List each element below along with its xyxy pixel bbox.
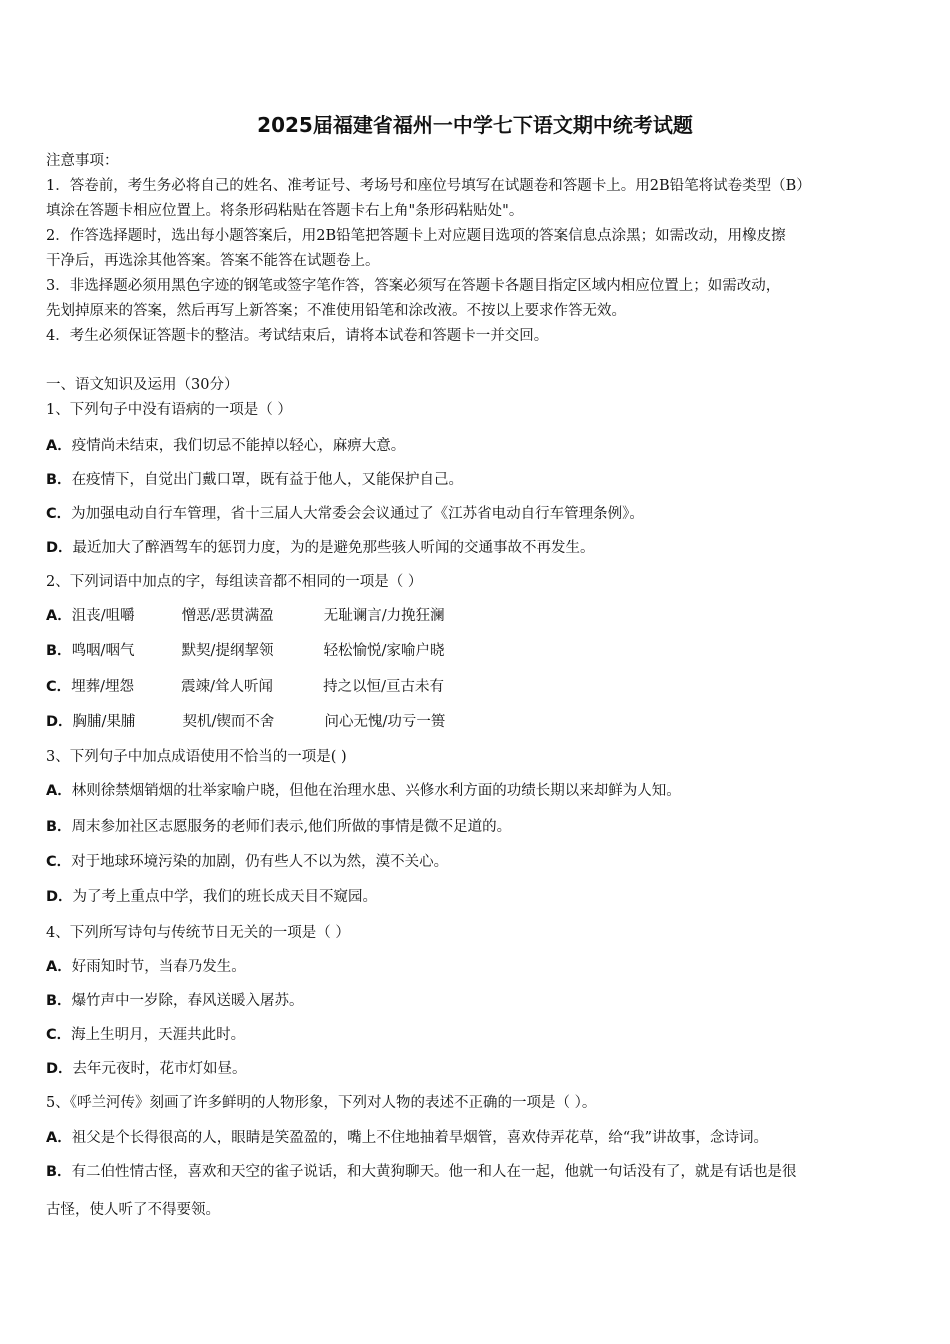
word-group: 持之以恒/亘古未有 [323, 679, 445, 695]
option-letter: B． [46, 1164, 72, 1180]
notes-heading: 注意事项： [46, 153, 119, 169]
option-letter: D． [46, 714, 73, 730]
option-text: 为加强电动自行车管理，省十三届人大常委会会议通过了《江苏省电动自行车管理条例》。 [71, 506, 644, 522]
option-row [46, 781, 916, 801]
option-letter: A． [46, 783, 72, 799]
option-row [46, 1162, 916, 1182]
notes-line: 填涂在答题卡相应位置上。将条形码粘贴在答题卡右上角"条形码粘贴处"。 [46, 203, 524, 219]
option-row [46, 538, 916, 558]
option-row [46, 887, 916, 907]
option-text: 最近加大了醉酒驾车的惩罚力度，为的是避免那些骇人听闻的交通事故不再发生。 [72, 540, 595, 556]
question-stem: 2、下列词语中加点的字，每组读音都不相同的一项是（ ） [46, 574, 423, 590]
option-text: 好雨知时节，当春乃发生。 [71, 959, 246, 975]
option-letter: B． [46, 472, 72, 488]
option-text: 对于地球环境污染的加剧，仍有些人不以为然，漠不关心。 [71, 854, 449, 870]
option-letter: A． [46, 438, 72, 454]
word-group: 问心无愧/功亏一篑 [324, 714, 446, 730]
question-stem: 3、下列句子中加点成语使用不恰当的一项是( ) [46, 749, 347, 765]
section-heading: 一、语文知识及运用（30分） [46, 377, 239, 393]
word-group: 无耻谰言/力挽狂澜 [323, 608, 445, 624]
word-group: 鸣咽/咽气 [71, 643, 135, 659]
option-letter: B． [46, 643, 72, 659]
option-letter: D． [46, 540, 73, 556]
word-group: 沮丧/咀嚼 [71, 608, 135, 624]
notes-line: 先划掉原来的答案，然后再写上新答案；不准使用铅笔和涂改液。不按以上要求作答无效。 [46, 303, 626, 319]
option-letter: A． [46, 1130, 72, 1146]
option-letter: D． [46, 889, 73, 905]
option-text: 林则徐禁烟销烟的壮举家喻户晓，但他在治理水患、兴修水利方面的功绩长期以来却鲜为人知。 [71, 783, 681, 799]
option-row [46, 712, 916, 732]
option-row [46, 504, 916, 524]
option-text: 祖父是个长得很高的人，眼睛是笑盈盈的，嘴上不住地抽着旱烟管，喜欢侍弄花草，给“我”讲故事，念诗词。 [71, 1130, 769, 1146]
option-row [46, 677, 916, 697]
word-group: 震竦/耸人听闻 [181, 679, 274, 695]
option-row [46, 1025, 916, 1045]
exam-title: 2025届福建省福州一中学七下语文期中统考试题 [257, 113, 693, 137]
option-letter: C． [46, 506, 72, 522]
question-stem: 5、《呼兰河传》刻画了许多鲜明的人物形象，下列对人物的表述不正确的一项是（ ）。 [46, 1095, 597, 1111]
question-stem: 4、下列所写诗句与传统节日无关的一项是（ ） [46, 925, 350, 941]
word-group: 埋葬/埋怨 [71, 679, 135, 695]
option-letter: A． [46, 959, 72, 975]
notes-line: 3．非选择题必须用黑色字迹的钢笔或签字笔作答，答案必须写在答题卡各题目指定区域内相应位置上；如需改动， [46, 278, 781, 294]
option-letter: C． [46, 1027, 72, 1043]
option-text: 有二伯性情古怪，喜欢和天空的雀子说话，和大黄狗聊天。他一和人在一起，他就一句话没有了，就是有话也是很 [71, 1164, 797, 1180]
option-row [46, 641, 916, 661]
word-group: 默契/提纲挈领 [181, 643, 274, 659]
option-text: 爆竹声中一岁除，春风送暖入屠苏。 [71, 993, 304, 1009]
option-row [46, 1059, 916, 1079]
word-group: 轻松愉悦/家喻户晓 [323, 643, 445, 659]
option-text: 疫情尚未结束，我们切忌不能掉以轻心，麻痹大意。 [71, 438, 406, 454]
option-text: 周末参加社区志愿服务的老师们表示,他们所做的事情是微不足道的。 [71, 819, 512, 835]
option-row [46, 991, 916, 1011]
option-text: 去年元夜时，花市灯如昼。 [72, 1061, 247, 1077]
option-letter: D． [46, 1061, 73, 1077]
word-group: 契机/锲而不舍 [182, 714, 275, 730]
word-group: 胸脯/果脯 [72, 714, 136, 730]
option-letter: A． [46, 608, 72, 624]
option-text: 海上生明月，天涯共此时。 [71, 1027, 246, 1043]
option-row [46, 817, 916, 837]
option-letter: C． [46, 854, 72, 870]
option-letter: B． [46, 993, 72, 1009]
option-row [46, 470, 916, 490]
option-text: 在疫情下，自觉出门戴口罩，既有益于他人，又能保护自己。 [71, 472, 464, 488]
option-text: 为了考上重点中学，我们的班长成天目不窥园。 [72, 889, 378, 905]
option-row [46, 852, 916, 872]
option-row [46, 957, 916, 977]
option-letter: B． [46, 819, 72, 835]
notes-line: 1．答卷前，考生务必将自己的姓名、准考证号、考场号和座位号填写在试题卷和答题卡上。用2B铅笔将试卷类型（B） [46, 178, 811, 194]
option-row [46, 1128, 916, 1148]
option-letter: C． [46, 679, 72, 695]
word-group: 憎恶/恶贯满盈 [181, 608, 274, 624]
option-continuation: 古怪，使人听了不得要领。 [46, 1202, 220, 1218]
notes-line: 干净后，再选涂其他答案。答案不能答在试题卷上。 [46, 253, 380, 269]
notes-line: 2．作答选择题时，选出每小题答案后，用2B铅笔把答题卡上对应题目选项的答案信息点涂黑；如需改动，用橡皮擦 [46, 228, 786, 244]
option-row [46, 606, 916, 626]
question-stem: 1、下列句子中没有语病的一项是（ ） [46, 402, 292, 418]
option-row [46, 436, 916, 456]
notes-line: 4．考生必须保证答题卡的整洁。考试结束后，请将本试卷和答题卡一并交回。 [46, 328, 549, 344]
